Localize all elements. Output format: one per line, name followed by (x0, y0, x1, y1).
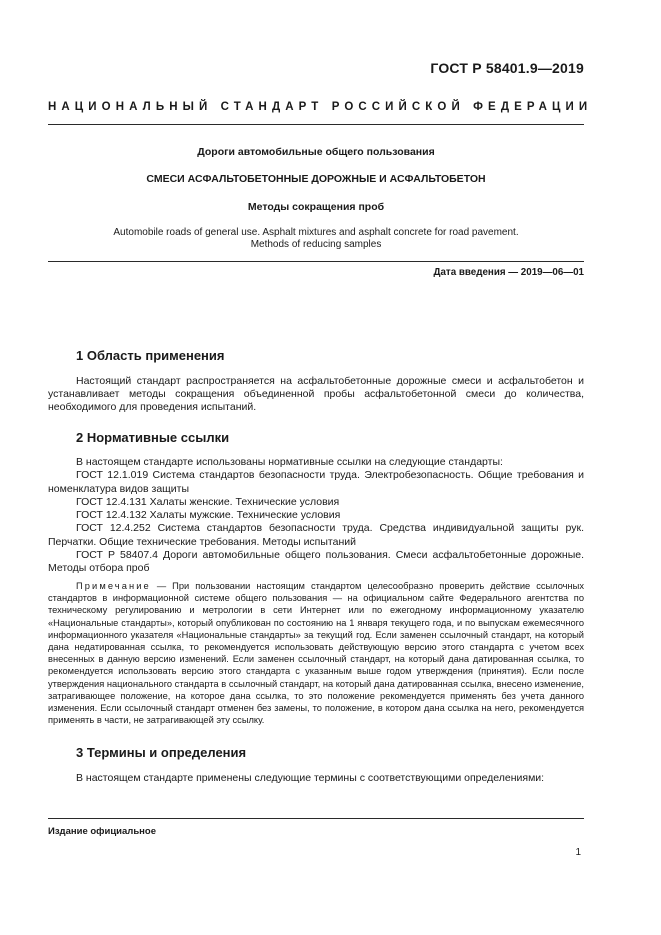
section-heading-scope: 1 Область применения (76, 348, 225, 363)
footer-divider (48, 818, 584, 819)
note-text: — При пользовании настоящим стандартом целесообразно проверить действие ссылочных стандартов в информационной системе общего пользования — на официальном сайте Федерального агентства по техническому регулированию и метрологии в сети Интернет или по ежегодному информационному указателю «Национальные стандарты», который опубликован по состоянию на 1 января текущего года, и по выпускам ежемесячного информационного указателя «Национальные стандарты» за текущий год. Если заменен ссылочный стандарт, на который дана недатированная ссылка, то рекомендуется использовать действующую версию этого стандарта с учетом всех внесенных в данную версию изменений. Если заменен ссылочный стандарт, на который дана датированная ссылка, то рекомендуется использовать версию этого стандарта с указанным выше годом утверждения (принятия). Если после утверждения национального стандарта в ссылочный стандарт, на который дана датированная ссылка, внесено изменение, затрагивающее положение, на которое дана ссылка, то это положение рекомендуется применять без учета данного изменения. Если ссылочный стандарт отменен без замены, то положение, в котором дана ссылка на него, рекомендуется применять в части, не затрагивающей эту ссылку. (48, 581, 584, 726)
document-subject: Дороги автомобильные общего пользования (197, 146, 435, 158)
reference-item: ГОСТ 12.4.131 Халаты женские. Технические условия (76, 495, 340, 508)
title-divider (48, 261, 584, 262)
scope-paragraph (48, 375, 584, 415)
top-divider (48, 124, 584, 125)
document-title: СМЕСИ АСФАЛЬТОБЕТОННЫЕ ДОРОЖНЫЕ И АСФАЛЬТОБЕТОН (146, 173, 486, 185)
terms-text: В настоящем стандарте применены следующие термины с соответствующими определениями: (76, 772, 545, 784)
page-number: 1 (575, 847, 581, 858)
document-subtitle: Методы сокращения проб (247, 201, 385, 213)
official-edition-label: Издание официальное (48, 826, 156, 837)
terms-paragraph (48, 772, 584, 785)
english-title-line2: Methods of reducing samples (250, 239, 382, 250)
introduction-date: Дата введения — 2019—06—01 (433, 267, 584, 278)
reference-item: ГОСТ Р 58407.4 Дороги автомобильные общего пользования. Смеси асфальтобетонные дорожные. Методы отбора проб (48, 549, 584, 575)
references-intro: В настоящем стандарте использованы нормативные ссылки на следующие стандарты: (76, 456, 503, 468)
national-standard-banner: НАЦИОНАЛЬНЫЙ СТАНДАРТ РОССИЙСКОЙ ФЕДЕРАЦИИ (48, 101, 593, 113)
section-heading-terms: 3 Термины и определения (76, 745, 247, 760)
scope-text: Настоящий стандарт распространяется на асфальтобетонные дорожные смеси и асфальтобетон и устанавливает методы сокращения объединенной пробы асфальтобетонной смеси до количества, необходимого для проведения испытаний. (48, 375, 584, 414)
english-title (48, 227, 584, 251)
reference-item: ГОСТ 12.1.019 Система стандартов безопасности труда. Электробезопасность. Общие требования и номенклатура видов защиты (48, 469, 584, 495)
references-list (48, 456, 584, 576)
reference-item: ГОСТ 12.4.252 Система стандартов безопасности труда. Средства индивидуальной защиты рук. Перчатки. Общие технические требования. Методы испытаний (48, 522, 584, 548)
section-heading-normative-references: 2 Нормативные ссылки (76, 430, 230, 445)
note-label: Примечание (76, 581, 151, 591)
document-number: ГОСТ Р 58401.9—2019 (430, 60, 584, 76)
references-note (48, 580, 584, 726)
english-title-line1: Automobile roads of general use. Asphalt mixtures and asphalt concrete for road pavement. (113, 227, 519, 238)
reference-item: ГОСТ 12.4.132 Халаты мужские. Технические условия (76, 509, 341, 522)
